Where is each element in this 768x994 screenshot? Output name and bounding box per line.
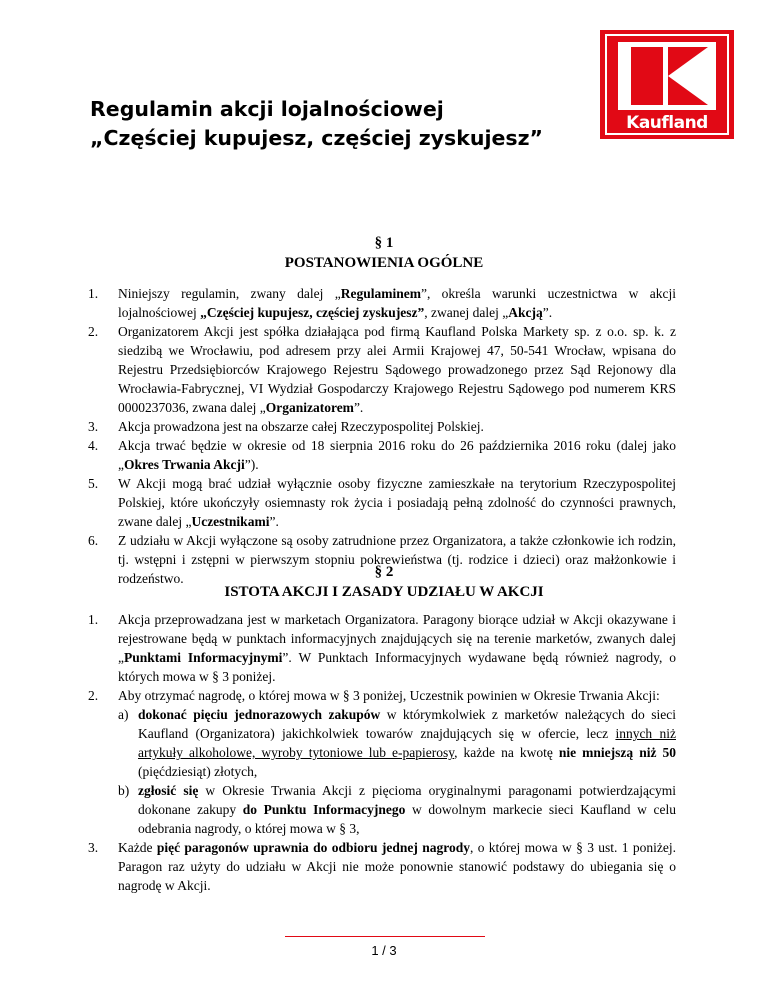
section-1-list [88, 284, 676, 588]
document-title [90, 95, 543, 153]
section-1-title: POSTANOWIENIA OGÓLNE [284, 255, 484, 271]
page-number: 1 / 3 [371, 943, 397, 958]
list-item: 6. Z udziału w Akcji wyłączone są osoby zatrudnione przez Organizatora, a także członkowie ich rodzin, tj. wstępni i zstępni w pierwszym stopniu pokrewieństwa (tj. rodzice i dzieci) oraz małżonkowie i rodzeństwo. [88, 533, 676, 586]
list-item: 2. Organizatorem Akcji jest spółka działająca pod firmą Kaufland Polska Markety sp. z o.o. sp. k. z siedzibą we Wrocławiu, pod adresem przy alei Armii Krajowej 47, 50-541 Wrocław, wpisana do Rejestru Przedsiębiorców Krajowego Rejestru Sądowego prowadzonego przez Sąd Rejonowy dla Wrocławia-Fabrycznej, VI Wydział Gospodarczy Krajowego Rejestru Sądowego pod numerem KRS 0000237036, zwana dalej „Organizatorem”. [88, 324, 676, 415]
section-2-title: ISTOTA AKCJI I ZASADY UDZIAŁU W AKCJI [224, 584, 544, 600]
section-2-number: § 2 [374, 564, 394, 580]
title-line-1: Regulamin akcji lojalnościowej [90, 97, 444, 121]
title-line-2: „Częściej kupujesz, częściej zyskujesz” [90, 126, 543, 150]
section-1-heading [0, 233, 768, 273]
kaufland-logo [600, 30, 734, 139]
footer-divider [285, 936, 485, 937]
sub-list-item: b) zgłosić się w Okresie Trwania Akcji z pięcioma oryginalnymi paragonami potwierdzającymi dokonane zakupy do Punktu Informacyjnego w dowolnym markecie sieci Kaufland w celu odebrania nagrody, o której mowa w § 3, [118, 783, 677, 836]
section-1-number: § 1 [374, 235, 394, 251]
list-item: 1. Niniejszy regulamin, zwany dalej „Regulaminem”, określa warunki uczestnictwa w akcji lojalnościowej „Częściej kupujesz, częściej zyskujesz”, zwanej dalej „Akcją”. [88, 286, 676, 320]
list-item: 2. Aby otrzymać nagrodę, o której mowa w § 3 poniżej, Uczestnik powinien w Okresie Trwania Akcji: a) dokonać pięciu jednorazowych zakupów w którymkolwiek z marketów należących do sieci Kaufland (Organizatora) jakichkolwiek towarów znajdujących się w ofercie, lecz innych niż artykuły alkoholowe, wyroby tytoniowe lub e-papierosy, każde na kwotę nie mniejszą niż 50 (pięćdziesiąt) złotych, b) zgłosić się w Okresie Trwania Akcji z pięcioma oryginalnymi paragonami potwierdzającymi dokonane zakupy do Punktu Informacyjnego w dowolnym markecie sieci Kaufland w celu odebrania nagrody, o której mowa w § 3, [88, 688, 677, 836]
section-2-list [88, 610, 676, 895]
list-item: 3. Akcja prowadzona jest na obszarze całej Rzeczypospolitej Polskiej. [88, 419, 484, 434]
list-item: 3. Każde pięć paragonów uprawnia do odbioru jednej nagrody, o której mowa w § 3 ust. 1 poniżej. Paragon raz użyty do udziału w Akcji nie może ponownie stanowić podstawy do ubiegania się o nagrodę w Akcji. [88, 840, 676, 893]
logo-text: Kaufland [626, 113, 708, 133]
list-item: 4. Akcja trwać będzie w okresie od 18 sierpnia 2016 roku do 26 października 2016 roku (dalej jako „Okres Trwania Akcji”). [88, 438, 676, 472]
list-item: 5. W Akcji mogą brać udział wyłącznie osoby fizyczne zamieszkałe na terytorium Rzeczypospolitej Polskiej, które ukończyły osiemnasty rok życia i posiadają pełną zdolność do czynności prawnych, zwane dalej „Uczestnikami”. [88, 476, 676, 529]
section-2-heading [0, 562, 768, 602]
sub-list-item: a) dokonać pięciu jednorazowych zakupów w którymkolwiek z marketów należących do sieci Kaufland (Organizatora) jakichkolwiek towarów znajdujących się w ofercie, lecz innych niż artykuły alkoholowe, wyroby tytoniowe lub e-papierosy, każde na kwotę nie mniejszą niż 50 (pięćdziesiąt) złotych, [118, 707, 676, 779]
list-item: 1. Akcja przeprowadzana jest w marketach Organizatora. Paragony biorące udział w Akcji okazywane i rejestrowane będą w punktach informacyjnych znajdujących się na terenie marketów, zwanych dalej „Punktami Informacyjnymi”. W Punktach Informacyjnych wydawane będą również nagrody, o których mowa w § 3 poniżej. [88, 612, 676, 684]
sub-list [118, 705, 676, 838]
